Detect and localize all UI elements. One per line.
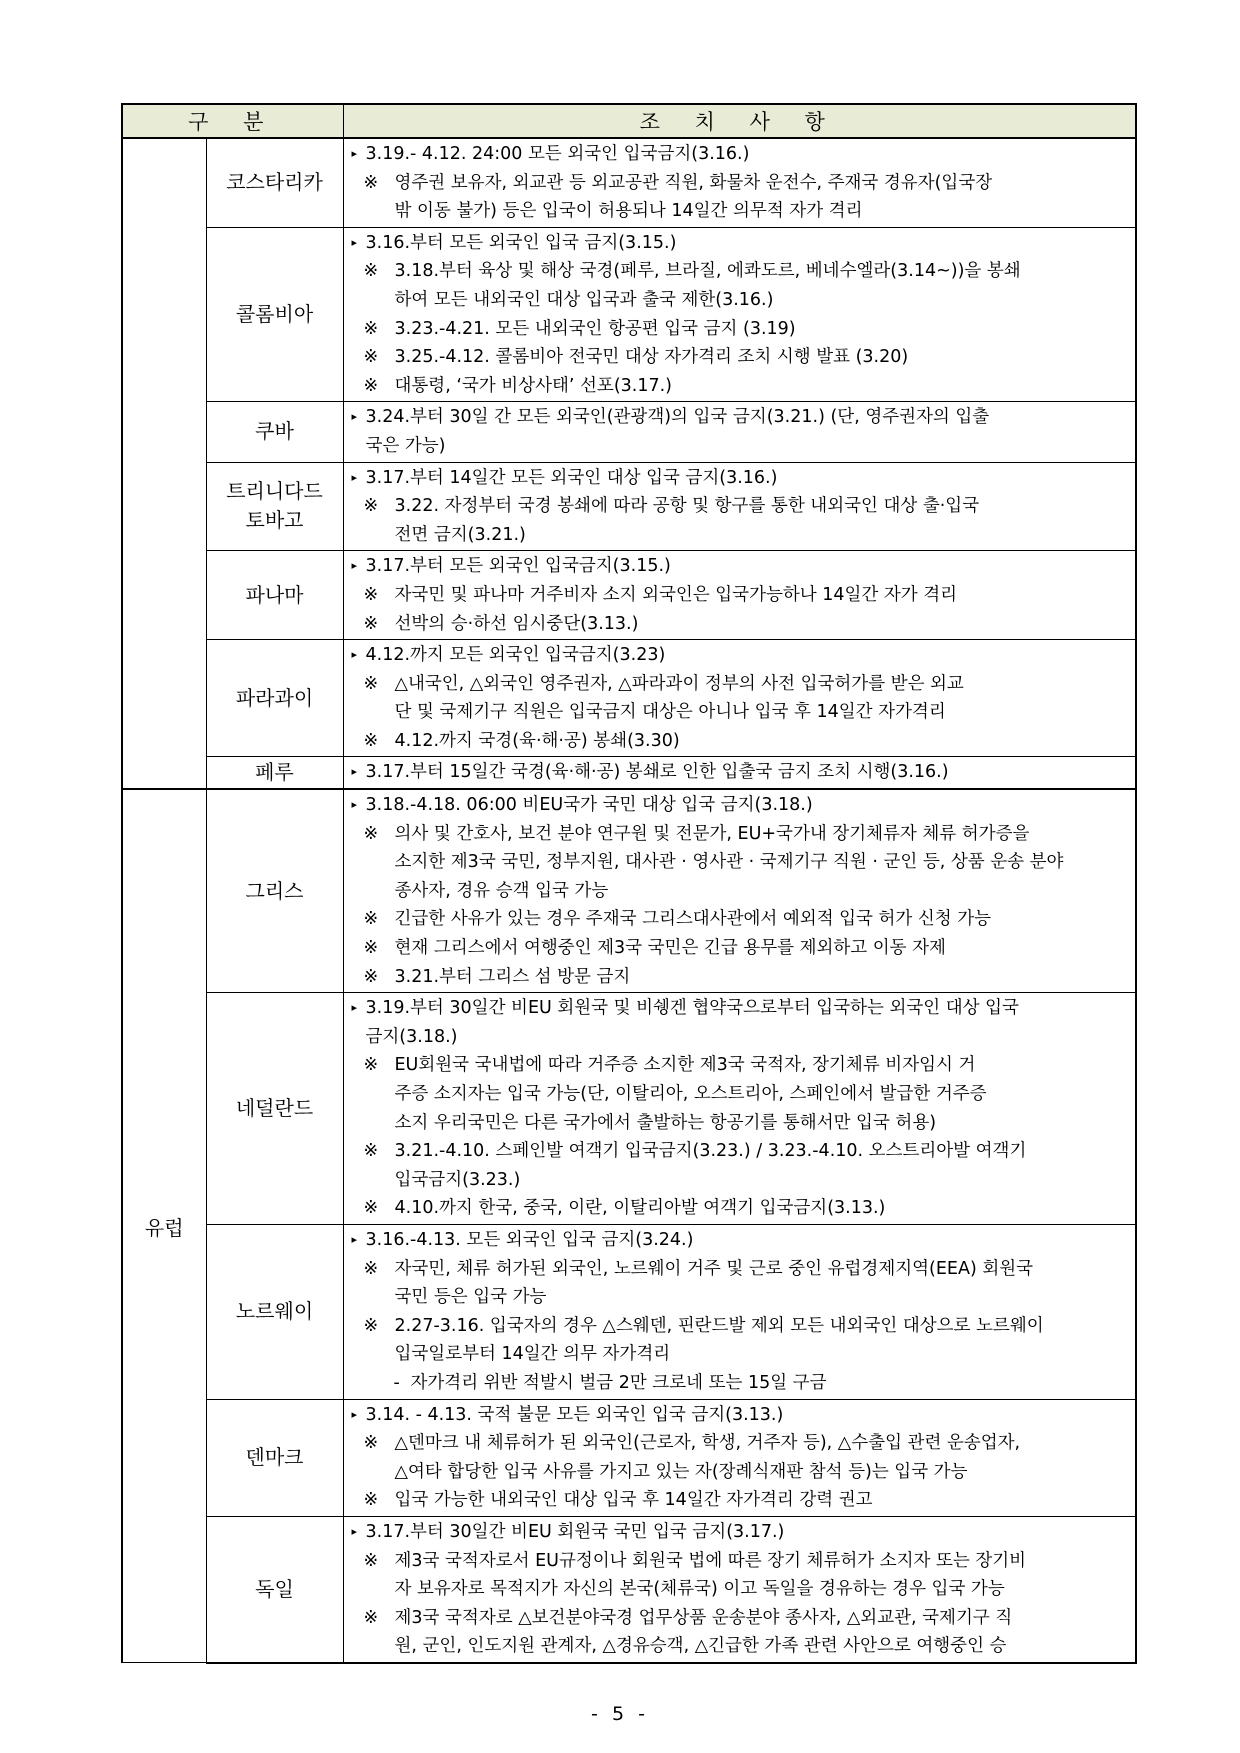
country-cell — [206, 1224, 343, 1399]
measure-line — [352, 1547, 1130, 1576]
reference-mark-bullet: ※ — [363, 1258, 379, 1279]
triangle-bullet-icon: ▸ — [351, 147, 358, 160]
header-measures: 조 치 사 항 — [343, 104, 1136, 138]
measure-text: 2.27-3.16. 입국자의 경우 △스웨덴, 핀란드발 제외 모든 내외국인 대상으로 노르웨이 — [394, 1315, 1044, 1336]
measure-text: △덴마크 내 체류허가 된 외국인(근로자, 학생, 거주자 등), △수출입 관련 운송업자, — [394, 1433, 1021, 1454]
country-name: 덴마크 — [245, 1445, 304, 1470]
measure-text: 자국민 및 파나마 거주비자 소지 외국인은 입국가능하나 14일간 자가 격리 — [394, 584, 958, 605]
measure-line: 전면 금지(3.21.) — [394, 524, 526, 545]
measure-line — [352, 758, 1130, 787]
measure-line — [352, 492, 1130, 521]
measure-line — [352, 1401, 1130, 1430]
reference-mark-bullet: ※ — [363, 613, 379, 634]
measures-cell — [343, 993, 1136, 1225]
measure-text: 3.17.부터 15일간 국경(육·해·공) 봉쇄로 인한 입출국 금지 조치 시행(3.16.) — [365, 762, 949, 783]
measures-cell — [343, 1516, 1136, 1662]
measure-line: 하여 모든 내외국인 대상 입국과 출국 제한(3.16.) — [394, 289, 774, 310]
measure-text: 3.18.-4.18. 06:00 비EU국가 국민 대상 입국 금지(3.18.) — [365, 795, 813, 816]
triangle-bullet-icon: ▸ — [351, 765, 358, 779]
measure-line — [352, 1194, 1130, 1223]
document-page — [121, 103, 1135, 1664]
measure-text: △내국인, △외국인 영주권자, △파라과이 정부의 사전 입국허가를 받은 외교 — [394, 673, 964, 694]
header-category: 구 분 — [122, 104, 343, 138]
triangle-bullet-icon: ▸ — [351, 559, 358, 573]
measure-line — [352, 934, 1130, 963]
measure-text: 3.23.-4.21. 모든 내외국인 항공편 입국 금지 (3.19) — [394, 318, 796, 339]
measures-cell — [343, 138, 1136, 227]
country-name: 코스타리카 — [226, 170, 323, 195]
measure-line — [352, 464, 1130, 493]
measure-line — [352, 1604, 1130, 1633]
country-name: 파라과이 — [235, 685, 314, 710]
measure-line: 금지(3.18.) — [365, 1026, 458, 1047]
reference-mark-bullet: ※ — [363, 1550, 379, 1571]
measure-line — [352, 1518, 1130, 1547]
table-body — [122, 138, 1136, 1663]
measure-line: 국민 등은 입국 가능 — [394, 1287, 547, 1308]
country-name: 콜롬비아 — [235, 302, 314, 327]
measure-line — [352, 343, 1130, 372]
reference-mark-bullet: ※ — [363, 172, 379, 193]
measure-line — [352, 257, 1130, 286]
country-cell — [206, 1516, 343, 1662]
country-cell — [206, 462, 343, 551]
measure-text: EU회원국 국내법에 따라 거주증 소지한 제3국 국적자, 장기체류 비자임시 거 — [394, 1055, 976, 1076]
table-header-row — [122, 104, 1136, 138]
reference-mark-bullet: ※ — [363, 261, 379, 282]
measures-cell — [343, 640, 1136, 757]
measure-line — [352, 315, 1130, 344]
table-row — [122, 402, 1136, 462]
country-cell — [206, 640, 343, 757]
measure-line: 소지 우리국민은 다른 국가에서 출발하는 항공기를 통해서만 입국 허용) — [394, 1112, 937, 1133]
measure-line — [352, 791, 1130, 820]
measure-line — [352, 581, 1130, 610]
country-name: 그리스 — [245, 878, 304, 903]
table-row — [122, 551, 1136, 640]
reference-mark-bullet: ※ — [363, 584, 379, 605]
measure-text: 입국 가능한 내외국인 대상 입국 후 14일간 자가격리 강력 권고 — [394, 1490, 873, 1511]
measure-text: 3.17.부터 30일간 비EU 회원국 국민 입국 금지(3.17.) — [365, 1521, 785, 1542]
measure-text: 3.19.부터 30일간 비EU 회원국 및 비쉥겐 협약국으로부터 입국하는 외국인 대상 입국 — [365, 998, 1019, 1019]
country-name: 쿠바 — [255, 419, 294, 444]
measure-line: 종사자, 경유 승객 입국 가능 — [394, 880, 609, 901]
dash-bullet: - — [393, 1372, 400, 1393]
reference-mark-bullet: ※ — [363, 318, 379, 339]
region-cell — [122, 138, 206, 789]
measure-text: 3.14. - 4.13. 국적 불문 모든 외국인 입국 금지(3.13.) — [365, 1404, 784, 1425]
country-name: 네덜란드 — [235, 1096, 314, 1121]
country-name: 토바고 — [245, 508, 304, 533]
measure-text: 대통령, ‘국가 비상사태’ 선포(3.17.) — [394, 375, 673, 396]
table-row — [122, 789, 1136, 993]
triangle-bullet-icon: ▸ — [351, 1407, 358, 1421]
measure-text: 3.24.부터 30일 간 모든 외국인(관광객)의 입국 금지(3.21.) (단, 영주권자의 입출 — [365, 407, 990, 428]
measure-line — [352, 1226, 1130, 1255]
measures-cell — [343, 1224, 1136, 1399]
measures-cell — [343, 789, 1136, 993]
region-cell: 유럽 — [122, 789, 206, 1663]
measure-line: 국은 가능) — [365, 435, 446, 456]
measure-line — [352, 905, 1130, 934]
measure-text: 제3국 국적자로서 EU규정이나 회원국 법에 따른 장기 체류허가 소지자 또는 장기비 — [394, 1550, 1027, 1571]
country-name: 페루 — [255, 760, 294, 785]
table-row — [122, 640, 1136, 757]
country-cell — [206, 993, 343, 1225]
measure-text: 3.25.-4.12. 콜롬비아 전국민 대상 자가격리 조치 시행 발표 (3.20) — [394, 347, 909, 368]
measure-line — [352, 994, 1130, 1023]
measure-line — [352, 1312, 1130, 1341]
measure-line: 입국금지(3.23.) — [394, 1169, 521, 1190]
measures-cell — [343, 402, 1136, 462]
triangle-bullet-icon: ▸ — [351, 470, 358, 484]
country-name: 노르웨이 — [235, 1299, 314, 1324]
measure-text: 3.16.-4.13. 모든 외국인 입국 금지(3.24.) — [365, 1229, 694, 1250]
measure-line: △여타 합당한 입국 사유를 가지고 있는 자(장례식재판 참석 등)는 입국 가능 — [394, 1461, 968, 1482]
country-cell — [206, 551, 343, 640]
reference-mark-bullet: ※ — [363, 1315, 379, 1336]
measure-line — [352, 641, 1130, 670]
measure-text: 3.17.부터 14일간 모든 외국인 대상 입국 금지(3.16.) — [365, 467, 778, 488]
reference-mark-bullet: ※ — [363, 966, 379, 987]
measure-text: 3.17.부터 모든 외국인 입국금지(3.15.) — [365, 556, 671, 577]
measure-text: 현재 그리스에서 여행중인 제3국 국민은 긴급 용무를 제외하고 이동 자제 — [394, 938, 946, 959]
page-number: - 5 - — [591, 1703, 649, 1725]
measure-line: 소지한 제3국 국민, 정부지원, 대사관 · 영사관 · 국제기구 직원 · 군인 등, 상품 운송 분야 — [394, 852, 1064, 873]
measures-cell — [343, 757, 1136, 789]
measure-text: 3.19.- 4.12. 24:00 모든 외국인 입국금지(3.16.) — [365, 144, 750, 164]
table-row — [122, 462, 1136, 551]
measure-text: 긴급한 사유가 있는 경우 주재국 그리스대사관에서 예외적 입국 허가 신청 가능 — [394, 909, 992, 930]
measure-text: 3.21.-4.10. 스페인발 여객기 입국금지(3.23.) / 3.23.-4.10. 오스트리아발 여객기 — [394, 1141, 1027, 1162]
measures-table — [121, 103, 1137, 1664]
measure-text: 영주권 보유자, 외교관 등 외교공관 직원, 화물차 운전수, 주재국 경유자(입국장 — [394, 172, 993, 193]
country-cell — [206, 402, 343, 462]
reference-mark-bullet: ※ — [363, 1490, 379, 1511]
country-name: 파나마 — [245, 582, 304, 607]
reference-mark-bullet: ※ — [363, 938, 379, 959]
country-cell — [206, 757, 343, 789]
measure-text: 4.12.까지 국경(육·해·공) 봉쇄(3.30) — [394, 730, 680, 751]
reference-mark-bullet: ※ — [363, 496, 379, 517]
country-cell — [206, 1399, 343, 1516]
measure-line — [352, 229, 1130, 258]
reference-mark-bullet: ※ — [363, 347, 379, 368]
measure-line — [352, 140, 1130, 169]
measure-line: 원, 군인, 인도지원 관계자, △경유승객, △긴급한 가족 관련 사안으로 여행중인 승 — [394, 1636, 1007, 1657]
measure-text: 3.21.부터 그리스 섬 방문 금지 — [394, 966, 631, 987]
reference-mark-bullet: ※ — [363, 1433, 379, 1454]
table-row — [122, 138, 1136, 227]
measure-text: 선박의 승·하선 임시중단(3.13.) — [394, 613, 639, 634]
table-row — [122, 757, 1136, 789]
measure-line — [352, 403, 1130, 432]
measure-line — [352, 820, 1130, 849]
measure-text: 3.16.부터 모든 외국인 입국 금지(3.15.) — [365, 232, 677, 253]
triangle-bullet-icon: ▸ — [351, 648, 358, 662]
reference-mark-bullet: ※ — [363, 375, 379, 396]
table-row — [122, 993, 1136, 1225]
measure-text: 자가격리 위반 적발시 벌금 2만 크로네 또는 15일 구금 — [410, 1372, 827, 1393]
measure-line — [352, 1429, 1130, 1458]
reference-mark-bullet: ※ — [363, 1198, 379, 1219]
triangle-bullet-icon: ▸ — [351, 1232, 358, 1246]
reference-mark-bullet: ※ — [363, 673, 379, 694]
reference-mark-bullet: ※ — [363, 730, 379, 751]
measure-text: 4.10.까지 한국, 중국, 이란, 이탈리아발 여객기 입국금지(3.13.) — [394, 1198, 886, 1219]
measure-line — [352, 1255, 1130, 1284]
table-row — [122, 1224, 1136, 1399]
country-cell — [206, 227, 343, 402]
measure-line: 주증 소지자는 입국 가능(단, 이탈리아, 오스트리아, 스페인에서 발급한 거주증 — [394, 1084, 987, 1104]
reference-mark-bullet: ※ — [363, 909, 379, 930]
measure-line — [352, 552, 1130, 581]
measure-line: 입국일로부터 14일간 의무 자가격리 — [394, 1344, 671, 1365]
measure-line — [352, 610, 1130, 639]
measure-line — [352, 372, 1130, 401]
measure-line: 밖 이동 불가) 등은 입국이 허용되나 14일간 의무적 자가 격리 — [394, 201, 863, 222]
table-row — [122, 227, 1136, 402]
measures-cell — [343, 551, 1136, 640]
triangle-bullet-icon: ▸ — [351, 1001, 358, 1015]
measure-line — [352, 670, 1130, 699]
measure-line — [352, 169, 1130, 198]
measure-text: 3.22. 자정부터 국경 봉쇄에 따라 공항 및 항구를 통한 내외국인 대상 출·입국 — [394, 496, 980, 517]
triangle-bullet-icon: ▸ — [351, 235, 358, 249]
reference-mark-bullet: ※ — [363, 1141, 379, 1162]
measure-line — [352, 1051, 1130, 1080]
triangle-bullet-icon: ▸ — [351, 410, 358, 424]
measures-cell — [343, 1399, 1136, 1516]
triangle-bullet-icon: ▸ — [351, 1524, 358, 1538]
country-name: 트리니다드 — [226, 479, 323, 504]
reference-mark-bullet: ※ — [363, 1055, 379, 1076]
measure-text: 자국민, 체류 허가된 외국인, 노르웨이 거주 및 근로 중인 유럽경제지역(EEA) 회원국 — [394, 1258, 1034, 1279]
triangle-bullet-icon: ▸ — [351, 798, 358, 812]
measure-line: 자 보유자로 목적지가 자신의 본국(체류국) 이고 독일을 경유하는 경우 입국 가능 — [394, 1579, 1005, 1600]
measure-line — [352, 1137, 1130, 1166]
measure-line — [352, 1486, 1130, 1515]
reference-mark-bullet: ※ — [363, 823, 379, 844]
measures-cell — [343, 227, 1136, 402]
country-name: 독일 — [255, 1576, 294, 1601]
table-row — [122, 1516, 1136, 1662]
measure-line — [352, 963, 1130, 992]
measure-text: 의사 및 간호사, 보건 분야 연구원 및 전문가, EU+국가내 장기체류자 체류 허가증을 — [394, 823, 1030, 844]
reference-mark-bullet: ※ — [363, 1607, 379, 1628]
measure-text: 제3국 국적자로 △보건분야국경 업무상품 운송분야 종사자, △외교관, 국제기구 직 — [394, 1607, 1013, 1628]
measure-line — [352, 727, 1130, 756]
measure-text: 3.18.부터 육상 및 해상 국경(페루, 브라질, 에콰도르, 베네수엘라(3.14~))을 봉쇄 — [394, 261, 1021, 282]
measure-text: 4.12.까지 모든 외국인 입국금지(3.23) — [365, 645, 666, 666]
country-cell — [206, 138, 343, 227]
table-row — [122, 1399, 1136, 1516]
country-cell — [206, 789, 343, 993]
measure-line: 단 및 국제기구 직원은 입국금지 대상은 아니나 입국 후 14일간 자가격리 — [394, 702, 946, 723]
measures-cell — [343, 462, 1136, 551]
measure-line — [352, 1369, 1130, 1398]
